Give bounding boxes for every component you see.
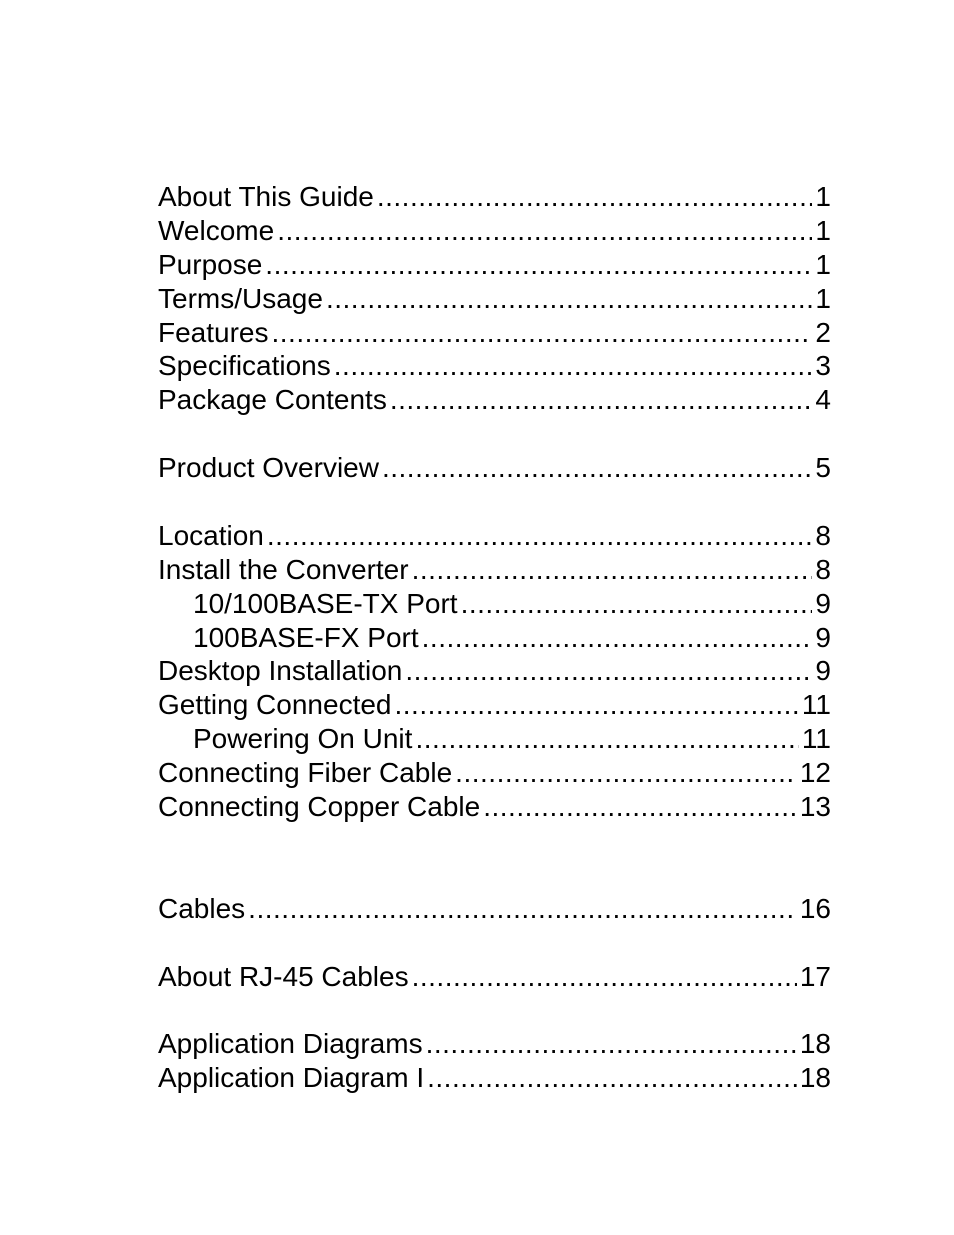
- toc-leader-dots: [412, 960, 797, 994]
- toc-entry-title: 10/100BASE-TX Port: [193, 587, 458, 619]
- toc-leader-dots: [412, 553, 813, 587]
- toc-entry-title: Features: [158, 316, 269, 348]
- toc-entry-page: 8: [815, 553, 831, 585]
- toc-leader-dots: [390, 383, 813, 417]
- toc-leader-dots: [248, 892, 797, 926]
- toc-entry-10-100base-tx-port[interactable]: [158, 587, 831, 621]
- toc-entry-page: 5: [815, 452, 831, 484]
- toc-entry-title: Getting Connected: [158, 689, 392, 721]
- toc-entry-about-rj45-cables[interactable]: [158, 960, 831, 994]
- toc-leader-dots: [427, 1061, 797, 1095]
- toc-entry-specifications[interactable]: [158, 349, 831, 383]
- toc-entry-terms-usage[interactable]: [158, 282, 831, 316]
- toc-entry-100base-fx-port[interactable]: [158, 621, 831, 655]
- toc-entry-install-the-converter[interactable]: [158, 553, 831, 587]
- toc-group-installation: [158, 519, 831, 824]
- toc-group-diagrams: [158, 1027, 831, 1095]
- toc-entry-page: 18: [799, 1028, 831, 1060]
- toc-group-rj45: [158, 960, 831, 994]
- toc-entry-page: 18: [799, 1062, 831, 1094]
- toc-entry-connecting-copper-cable[interactable]: [158, 790, 831, 824]
- toc-leader-dots: [272, 316, 813, 350]
- toc-entry-purpose[interactable]: [158, 248, 831, 282]
- toc-leader-dots: [334, 349, 813, 383]
- toc-entry-title: Package Contents: [158, 384, 387, 416]
- toc-entry-title: Cables: [158, 892, 246, 924]
- toc-entry-page: 3: [815, 350, 831, 382]
- toc-leader-dots: [395, 688, 799, 722]
- toc-entry-page: 9: [815, 621, 831, 653]
- toc-entry-title: Desktop Installation: [158, 655, 403, 687]
- toc-group-cables: [158, 892, 831, 926]
- toc-entry-title: About RJ-45 Cables: [158, 960, 409, 992]
- toc-entry-page: 2: [815, 316, 831, 348]
- toc-entry-package-contents[interactable]: [158, 383, 831, 417]
- toc-leader-dots: [415, 722, 798, 756]
- toc-entry-title: Terms/Usage: [158, 282, 323, 314]
- toc-entry-page: 1: [815, 248, 831, 280]
- toc-leader-dots: [277, 214, 812, 248]
- toc-entry-page: 17: [799, 960, 831, 992]
- toc-entry-title: Connecting Copper Cable: [158, 791, 481, 823]
- toc-spacer: [158, 824, 831, 892]
- toc-entry-page: 12: [799, 757, 831, 789]
- toc-spacer: [158, 926, 831, 960]
- toc-entry-title: About This Guide: [158, 181, 374, 212]
- toc-leader-dots: [422, 621, 813, 655]
- toc-group-overview: [158, 451, 831, 485]
- toc-leader-dots: [461, 587, 813, 621]
- toc-entry-title: Application Diagram I: [158, 1062, 425, 1094]
- toc-entry-title: Specifications: [158, 350, 331, 382]
- toc-entry-desktop-installation[interactable]: [158, 654, 831, 688]
- toc-spacer: [158, 417, 831, 451]
- toc-leader-dots: [267, 519, 813, 553]
- toc-entry-location[interactable]: [158, 519, 831, 553]
- toc-spacer: [158, 485, 831, 519]
- toc-entry-connecting-fiber-cable[interactable]: [158, 756, 831, 790]
- toc-entry-application-diagram-i[interactable]: [158, 1061, 831, 1095]
- toc-entry-cables[interactable]: [158, 892, 831, 926]
- toc-entry-about-this-guide[interactable]: [158, 180, 831, 214]
- toc-entry-page: 11: [801, 723, 831, 755]
- toc-leader-dots: [382, 451, 812, 485]
- toc-entry-title: Install the Converter: [158, 553, 409, 585]
- toc-entry-title: Welcome: [158, 214, 275, 246]
- toc-entry-page: 9: [815, 655, 831, 687]
- toc-entry-product-overview[interactable]: [158, 451, 831, 485]
- toc-entry-getting-connected[interactable]: [158, 688, 831, 722]
- toc-leader-dots: [265, 248, 812, 282]
- toc-group-about: [158, 180, 831, 417]
- table-of-contents: [158, 180, 831, 1095]
- toc-entry-page: 4: [815, 384, 831, 416]
- toc-entry-page: 9: [815, 587, 831, 619]
- toc-entry-powering-on-unit[interactable]: [158, 722, 831, 756]
- toc-entry-title: 100BASE-FX Port: [193, 621, 419, 653]
- toc-leader-dots: [455, 756, 797, 790]
- toc-leader-dots: [377, 180, 813, 214]
- toc-entry-title: Connecting Fiber Cable: [158, 757, 453, 789]
- toc-entry-title: Application Diagrams: [158, 1028, 423, 1060]
- toc-entry-title: Location: [158, 519, 264, 551]
- toc-entry-page: 16: [799, 892, 831, 924]
- toc-entry-page: 13: [799, 791, 831, 823]
- toc-entry-features[interactable]: [158, 316, 831, 350]
- toc-entry-title: Purpose: [158, 248, 263, 280]
- toc-entry-page: 1: [815, 214, 831, 246]
- toc-entry-page: 1: [815, 282, 831, 314]
- toc-entry-page: 8: [815, 519, 831, 551]
- toc-leader-dots: [483, 790, 797, 824]
- toc-entry-title: Powering On Unit: [193, 723, 413, 755]
- toc-entry-application-diagrams[interactable]: [158, 1027, 831, 1061]
- toc-leader-dots: [405, 654, 812, 688]
- toc-entry-welcome[interactable]: [158, 214, 831, 248]
- toc-leader-dots: [326, 282, 812, 316]
- toc-entry-page: 1: [815, 181, 831, 212]
- toc-spacer: [158, 993, 831, 1027]
- toc-leader-dots: [426, 1027, 797, 1061]
- toc-entry-page: 11: [801, 689, 831, 721]
- toc-entry-title: Product Overview: [158, 452, 379, 484]
